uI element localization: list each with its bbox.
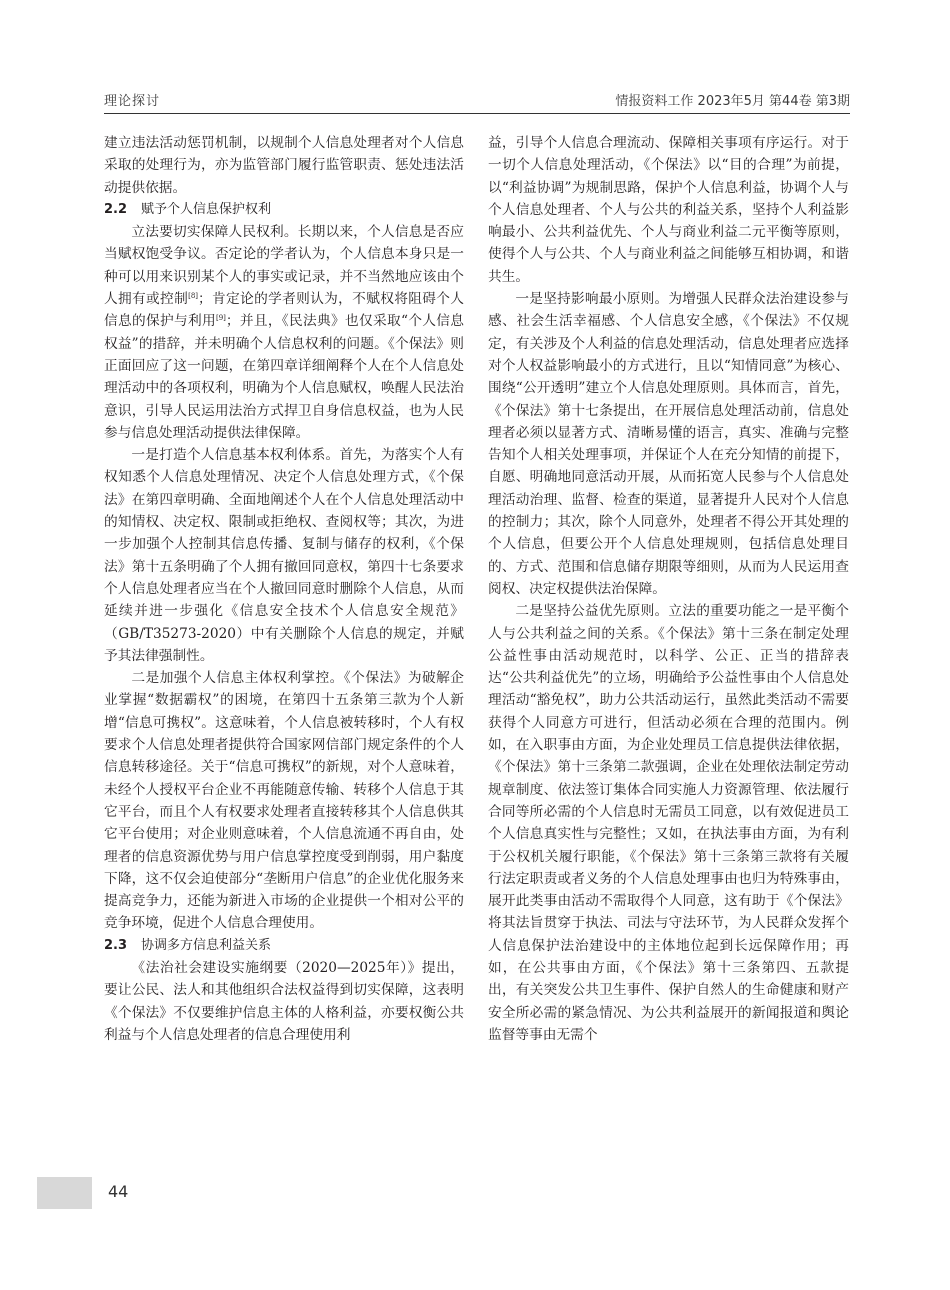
text-run: 立法要切实保障人民权利。长期以来，个人信息是否应当赋权饱受争议。否定论的学者认为，个人信息本身只是一种可以用来识别某个人的事实或记录，并不当然地应该由个人拥有或控制	[104, 224, 464, 308]
running-header	[104, 90, 850, 110]
section-number: 2.2	[104, 201, 128, 217]
text-run: ；肯定论的学者则认为，不赋权将阻碍个人信息的保护与利用	[104, 291, 464, 330]
paragraph: 二是坚持公益优先原则。立法的重要功能之一是平衡个人与公共利益之间的关系。《个保法》第十三条在制定处理公益性事由活动规范时，以科学、公正、正当的措辞表达“公共利益优先”的立场，明确给予公益性事由个人信息处理活动“豁免权”，助力公共活动运行，虽然此类活动不需要获得个人同意方可进行，但活动必须在合理的范围内。例如，在入职事由方面，为企业处理员工信息提供法律依据，《个保法》第十三条第二款强调，企业在处理依法制定劳动规章制度、依法签订集体合同实施人力资源管理、依法履行合同等所必需的个人信息时无需员工同意，以有效促进员工个人信息真实性与完整性；又如，在执法事由方面，为有利于公权机关履行职能，《个保法》第十三条第三款将有关履行法定职责或者义务的个人信息处理事由也归为特殊事由，展开此类事由活动不需取得个人同意，这有助于《个保法》将其法旨贯穿于执法、司法与守法环节，为人民群众发挥个人信息保护法治建设中的主体地位起到长远保障作用；再如，在公共事由方面，《个保法》第十三条第四、五款提出，有关突发公共卫生事件、保护自然人的生命健康和财产安全所必需的紧急情况、为公共利益展开的新闻报道和舆论监督等事由无需个	[488, 603, 849, 1043]
text-run: ；并且，《民法典》也仅采取“个人信息权益”的措辞，并未明确个人信息权利的问题。《个保法》则正面回应了这一问题，在第四章详细阐释个人在个人信息处理活动中的各项权利，明确为个人信息赋权，唤醒人民法治意识，引导人民运用法治方式捍卫自身信息权益，也为人民参与信息处理活动提供法律保障。	[104, 313, 464, 441]
paragraph: 二是加强个人信息主体权利掌控。《个保法》为破解企业掌握“数据霸权”的困境，在第四十五条第三款为个人新增“信息可携权”。这意味着，个人信息被转移时，个人有权要求个人信息处理者提供符合国家网信部门规定条件的个人信息转移途径。关于“信息可携权”的新规，对个人意味着，未经个人授权平台企业不再能随意传输、转移个人信息于其它平台，而且个人有权要求处理者直接转移其个人信息供其它平台使用；对企业则意味着，个人信息流通不再自由，处理者的信息资源优势与用户信息掌控度受到削弱，用户黏度下降，这不仅会迫使部分“垄断用户信息”的企业优化服务来提高竞争力，还能为新进入市场的企业提供一个相对公平的竞争环境，促进个人信息合理使用。	[104, 670, 464, 932]
citation-ref[interactable]: [9]	[215, 314, 226, 323]
paragraph: 一是坚持影响最小原则。为增强人民群众法治建设参与感、社会生活幸福感、个人信息安全感，《个保法》不仅规定，有关涉及个人利益的信息处理活动，信息处理者应选择对个人权益影响最小的方式进行，且以“知情同意”为核心、围绕“公开透明”建立个人信息处理原则。具体而言，首先，《个保法》第十七条提出，在开展信息处理活动前，信息处理者必须以显著方式、清晰易懂的语言，真实、准确与完整告知个人相关处理事项，并保证个人在充分知情的前提下，自愿、明确地同意活动开展，从而拓宽人民参与个人信息处理活动治理、监督、检查的渠道，显著提升人民对个人信息的控制力；其次，除个人同意外，处理者不得公开其处理的个人信息，但要公开个人信息处理规则，包括信息处理目的、方式、范围和信息储存期限等细则，从而为人民运用查阅权、决定权提供法治保障。	[488, 291, 849, 597]
right-column	[488, 132, 849, 1046]
section-heading-2-3	[104, 935, 464, 957]
page-number: 44	[108, 1182, 129, 1201]
section-heading-2-2	[104, 199, 464, 221]
paragraph: 建立违法活动惩罚机制，以规制个人信息处理者对个人信息采取的处理行为，亦为监管部门履行监管职责、惩处违法活动提供依据。	[104, 135, 464, 196]
paragraph: 一是打造个人信息基本权利体系。首先，为落实个人有权知悉个人信息处理情况、决定个人信息处理方式，《个保法》在第四章明确、全面地阐述个人在个人信息处理活动中的知情权、决定权、限制或拒绝权、查阅权等；其次，为进一步加强个人控制其信息传播、复制与储存的权利，《个保法》第十五条明确了个人拥有撤回同意权，第四十七条要求个人信息处理者应当在个人撤回同意时删除个人信息，从而延续并进一步强化《信息安全技术个人信息安全规范》（GB/T35273-2020）中有关删除个人信息的规定，并赋予其法律强制性。	[104, 447, 464, 664]
left-column	[104, 132, 464, 1046]
section-number: 2.3	[104, 937, 128, 953]
journal-info: 情报资料工作 2023年5月 第44卷 第3期	[615, 94, 850, 109]
paragraph: 益，引导个人信息合理流动、保障相关事项有序运行。对于一切个人信息处理活动，《个保法》以“目的合理”为前提，以“利益协调”为规制思路，保护个人信息利益，协调个人与个人信息处理者、个人与公共的利益关系，坚持个人利益影响最小、公共利益优先、个人与商业利益二元平衡等原则，使得个人与公共、个人与商业利益之间能够互相协调，和谐共生。	[488, 135, 849, 285]
section-title: 赋予个人信息保护权利	[141, 201, 272, 217]
header-divider	[104, 113, 850, 114]
page-marker-box	[37, 1177, 92, 1209]
section-label: 理论探讨	[104, 94, 161, 109]
section-title: 协调多方信息利益关系	[141, 937, 272, 953]
paragraph: 《法治社会建设实施纲要（2020—2025年）》提出，要让公民、法人和其他组织合法权益得到切实保障，这表明《个保法》不仅要维护信息主体的人格利益，亦要权衡公共利益与个人信息处理者的信息合理使用利	[104, 959, 464, 1043]
citation-ref[interactable]: [8]	[188, 292, 199, 301]
paragraph	[104, 221, 464, 444]
